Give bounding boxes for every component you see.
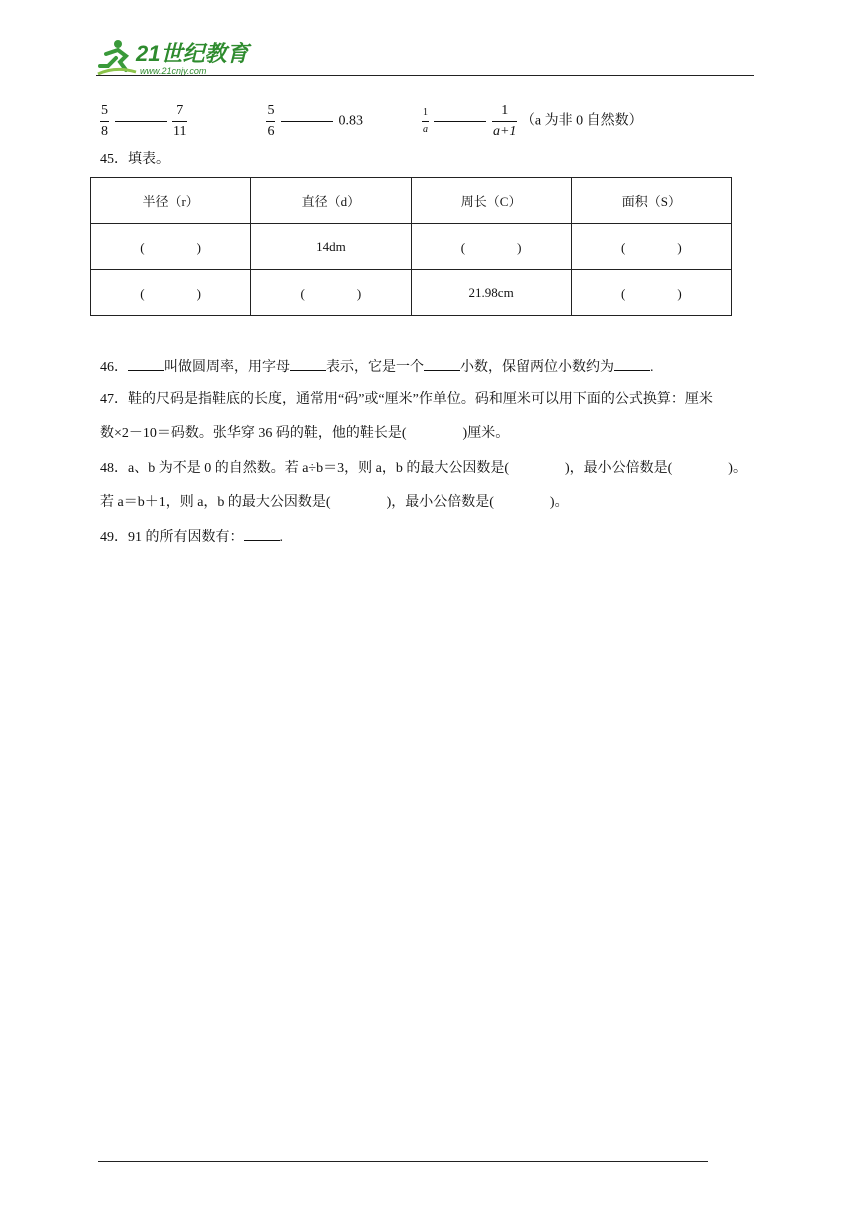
fraction: $\frac{7}{11}$: [173, 103, 187, 139]
question-47-line1: 47．鞋的尺码是指鞋底的长度，通常用“码”或“厘米”作单位。码和厘米可以用下面的公式换算：厘米: [100, 392, 713, 407]
question-text: .: [279, 530, 283, 545]
question-46: [100, 356, 654, 378]
runner-icon: [98, 40, 136, 74]
question-text: 小数，保留两位小数约为: [460, 360, 614, 375]
question-text: 叫做圆周率，用字母: [164, 360, 290, 375]
fraction: $\frac{1}{a+1}$: [492, 103, 517, 139]
answer-blank[interactable]: [424, 356, 460, 371]
table-header-row: [91, 178, 732, 224]
table-row: [91, 224, 732, 270]
header-cell: 周长（C）: [411, 178, 571, 224]
value-cell: 21.98cm: [411, 270, 571, 316]
compare-blank[interactable]: [115, 121, 167, 122]
compare-blank[interactable]: [434, 121, 486, 122]
question-text: 表示，它是一个: [326, 360, 424, 375]
header-rule: [96, 75, 754, 76]
question-45-title: 45．填表。: [100, 152, 170, 167]
fill-in-table: [90, 177, 732, 316]
answer-blank[interactable]: [128, 356, 164, 371]
fraction: $\frac{1}{a}$: [422, 107, 428, 135]
site-logo: [96, 36, 266, 78]
answer-cell[interactable]: ( ): [571, 270, 731, 316]
table-row: [91, 270, 732, 316]
question-48-line1: 48．a、b 为不是 0 的自然数。若 a÷b＝3，则 a，b 的最大公因数是( )，最小公倍数是( )。: [100, 461, 747, 476]
footer-rule: [98, 1161, 708, 1162]
question-49: [100, 526, 283, 548]
answer-blank[interactable]: [244, 526, 280, 541]
answer-blank[interactable]: [614, 356, 650, 371]
logo-url: www.21cnjy.com: [140, 66, 207, 76]
question-number: 46．: [100, 360, 128, 375]
question-text: 49．91 的所有因数有：: [100, 530, 244, 545]
header-cell: 半径（r）: [91, 178, 251, 224]
fraction: $\frac{5}{6}$: [267, 103, 275, 139]
value-cell: 14dm: [251, 224, 411, 270]
question-text: .: [650, 360, 654, 375]
decimal-value: 0.83: [338, 113, 363, 129]
answer-cell[interactable]: ( ): [571, 224, 731, 270]
question-48-line2: 若 a＝b＋1，则 a，b 的最大公因数是( )，最小公倍数是( )。: [100, 495, 569, 510]
answer-cell[interactable]: ( ): [411, 224, 571, 270]
question-47-line2: 数×2－10＝码数。张华穿 36 码的鞋，他的鞋长是( )厘米。: [100, 426, 510, 441]
question-44-comparisons: [100, 104, 643, 139]
compare-blank[interactable]: [281, 121, 333, 122]
header-cell: 直径（d）: [251, 178, 411, 224]
fraction: $\frac{5}{8}$: [101, 103, 108, 139]
answer-blank[interactable]: [290, 356, 326, 371]
condition-note: （a 为非 0 自然数）: [520, 113, 643, 129]
logo-text: 21世纪教育: [136, 41, 249, 66]
answer-cell[interactable]: ( ): [91, 270, 251, 316]
answer-cell[interactable]: ( ): [91, 224, 251, 270]
header-cell: 面积（S）: [571, 178, 731, 224]
answer-cell[interactable]: ( ): [251, 270, 411, 316]
